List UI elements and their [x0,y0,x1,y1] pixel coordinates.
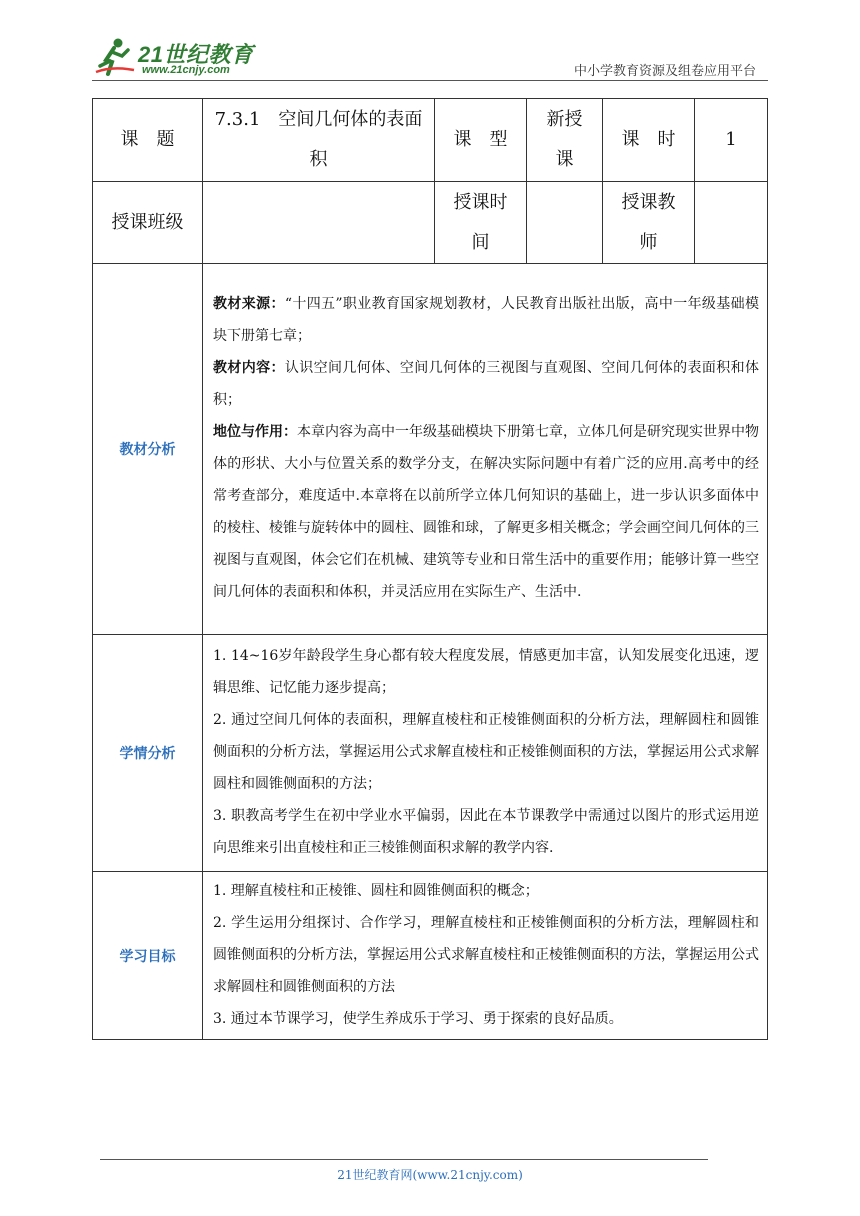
list-item: 1. 14~16岁年龄段学生身心都有较大程度发展，情感更加丰富，认知发展变化迅速，逻辑思维、记忆能力逐步提高； [213,648,759,696]
logo-url: www.21cnjy.com [142,64,230,76]
teacher-value [695,182,768,264]
logo-brand: 21世纪教育 [138,42,254,67]
class-label: 授课班级 [93,182,203,264]
time-label: 授课时间 [435,182,527,264]
student-analysis-content [203,635,768,872]
role-label: 地位与作用： [213,424,297,440]
hours-value: 1 [695,99,768,182]
table-row [93,99,768,182]
student-analysis-label: 学情分析 [93,635,203,872]
hours-label: 课 时 [603,99,695,182]
table-row [93,872,768,1040]
source-label: 教材来源： [213,296,285,312]
material-analysis-label: 教材分析 [93,264,203,635]
runner-logo-icon [92,36,138,78]
type-value: 新授课 [527,99,603,182]
time-value [527,182,603,264]
content-text: 认识空间几何体、空间几何体的三视图与直观图、空间几何体的表面积和体积； [213,360,760,408]
teacher-label: 授课教师 [603,182,695,264]
table-row [93,635,768,872]
learning-goals-label: 学习目标 [93,872,203,1040]
topic-label: 课 题 [93,99,203,182]
material-content [213,352,759,416]
footer-link[interactable]: 21世纪教育网(www.21cnjy.com) [337,1168,523,1182]
class-value [203,182,435,264]
list-item: 2. 学生运用分组探讨、合作学习，理解直棱柱和正棱锥侧面积的分析方法，理解圆柱和圆锥侧面积的分析方法，掌握运用公式求解直棱柱和正棱锥侧面积的方法，掌握运用公式求解圆柱和圆锥侧面积的方法 [213,914,759,995]
role-text: 本章内容为高中一年级基础模块下册第七章，立体几何是研究现实世界中物体的形状、大小与位置关系的数学分支，在解决实际问题中有着广泛的应用.高考中的经常考查部分，难度适中.本章将在以前所学立体几何知识的基础上，进一步认识多面体中的棱柱、棱锥与旋转体中的圆柱、圆锥和球，了解更多相关概念；学会画空间几何体的三视图与直观图，体会它们在机械、建筑等专业和日常生活中的重要作用；能够计算一些空间几何体的表面积和体积，并灵活应用在实际生产、生活中. [213,424,759,600]
list-item: 3. 通过本节课学习，使学生养成乐于学习、勇于探索的良好品质。 [213,1010,623,1027]
table-row [93,264,768,635]
table-row [93,182,768,264]
platform-name: 中小学教育资源及组卷应用平台 [573,64,756,79]
content-label: 教材内容： [213,360,285,376]
learning-goals-content [203,872,768,1040]
source-text: “十四五”职业教育国家规划教材，人民教育出版社出版，高中一年级基础模块下册第七章； [213,296,760,344]
lesson-plan-table [92,98,768,1040]
type-label: 课 型 [435,99,527,182]
list-item: 1. 理解直棱柱和正棱锥、圆柱和圆锥侧面积的概念； [213,882,539,899]
footer-divider [100,1159,708,1160]
material-role [213,416,759,608]
material-analysis-content [203,264,768,635]
material-source [213,288,759,352]
list-item: 3. 职教高考学生在初中学业水平偏弱，因此在本节课教学中需通过以图片的形式运用逆向思维来引出直棱柱和正三棱锥侧面积求解的教学内容. [213,808,759,856]
list-item: 2. 通过空间几何体的表面积，理解直棱柱和正棱锥侧面积的分析方法，理解圆柱和圆锥侧面积的分析方法，掌握运用公式求解直棱柱和正棱锥侧面积的方法，掌握运用公式求解圆柱和圆锥侧面积的方法； [213,712,759,792]
site-logo [92,36,262,78]
header-divider [92,80,768,81]
topic-value: 7.3.1 空间几何体的表面积 [203,99,435,182]
